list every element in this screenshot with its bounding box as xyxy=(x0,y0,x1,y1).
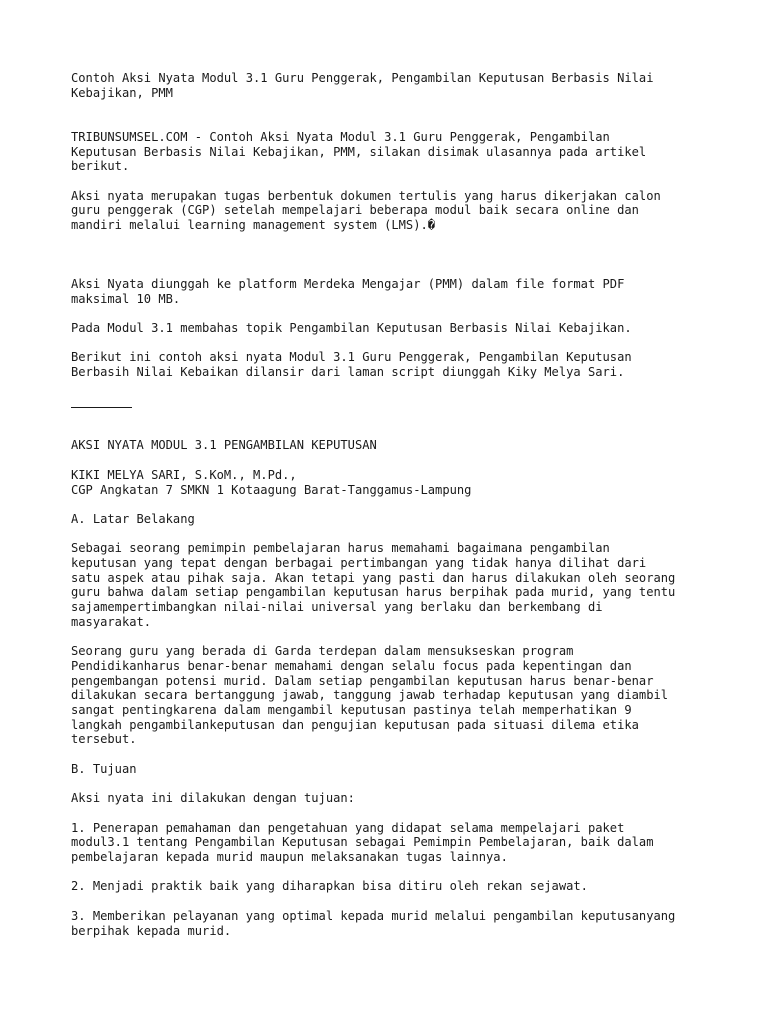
tujuan-item-1: 1. Penerapan pemahaman dan pengetahuan yang didapat selama mempelajari paket modul3.1 tentang Pengambilan Keputusan sebagai Pemimpin Pembelajaran, baik dalam pembelajaran kepada murid maupun melaksanakan tugas lainnya. xyxy=(71,820,654,865)
section-heading-tujuan: B. Tujuan xyxy=(71,761,137,776)
tujuan-item-3: 3. Memberikan pelayanan yang optimal kepada murid melalui pengambilan keputusanyang berpihak kepada murid. xyxy=(71,908,676,938)
article-title: Contoh Aksi Nyata Modul 3.1 Guru Penggerak, Pengambilan Keputusan Berbasis Nilai Kebajikan, PMM xyxy=(71,71,654,100)
paragraph-source: Berikut ini contoh aksi nyata Modul 3.1 Guru Penggerak, Pengambilan Keputusan Berbasih Nilai Kebaikan dilansir dari laman script diunggah Kiky Melya Sari. xyxy=(71,350,632,379)
paragraph-aksi-nyata: Aksi nyata merupakan tugas berbentuk dokumen tertulis yang harus dikerjakan calon guru penggerak (CGP) setelah mempelajari beberapa modul baik secara online dan mandiri melalui learning management system (LMS).� xyxy=(71,188,661,232)
author-block: KIKI MELYA SARI, S.KoM., M.Pd., CGP Angkatan 7 SMKN 1 Kotaagung Barat-Tanggamus-Lampung xyxy=(71,467,472,497)
latar-belakang-paragraph-1: Sebagai seorang pemimpin pembelajaran harus memahami bagaimana pengambilan keputusan yang tepat dengan berbagai pertimbangan yang tidak hanya dilihat dari satu aspek atau pihak saja. Akan tetapi yang pasti dan harus dilakukan oleh seorang guru bahwa dalam setiap pengambilan keputusan harus berpihak pada murid, yang tentu sajamempertimbangkan nilai-nilai universal yang berlaku dan berkembang di masyarakat. xyxy=(71,541,676,629)
document-page xyxy=(71,71,731,938)
paragraph-upload: Aksi Nyata diunggah ke platform Merdeka Mengajar (PMM) dalam file format PDF maksimal 10 MB. xyxy=(71,276,625,306)
separator-rule xyxy=(71,394,731,409)
tujuan-item-2: 2. Menjadi praktik baik yang diharapkan bisa ditiru oleh rekan sejawat. xyxy=(71,879,588,894)
document-heading: AKSI NYATA MODUL 3.1 PENGAMBILAN KEPUTUSAN xyxy=(71,438,377,453)
latar-belakang-paragraph-2: Seorang guru yang berada di Garda terdepan dalam mensukseskan program Pendidikanharus benar-benar memahami dengan selalu focus pada kepentingan dan pengembangan potensi murid. Dalam setiap pengambilan keputusan harus benar-benar dilakukan secara bertanggung jawab, tanggung jawab terhadap keputusan yang diambil sangat pentingkarena dalam mengambil keputusan pastinya telah memperhatikan 9 langkah pengambilankeputusan dan pengujian keputusan pada situasi dilema etika tersebut. xyxy=(71,644,669,747)
tujuan-intro: Aksi nyata ini dilakukan dengan tujuan: xyxy=(71,791,355,806)
intro-paragraph: TRIBUNSUMSEL.COM - Contoh Aksi Nyata Modul 3.1 Guru Penggerak, Pengambilan Keputusan Berbasis Nilai Kebajikan, PMM, silakan disimak ulasannya pada artikel berikut. xyxy=(71,129,647,174)
paragraph-topic: Pada Modul 3.1 membahas topik Pengambilan Keputusan Berbasis Nilai Kebajikan. xyxy=(71,320,632,335)
section-heading-latar-belakang: A. Latar Belakang xyxy=(71,511,195,526)
